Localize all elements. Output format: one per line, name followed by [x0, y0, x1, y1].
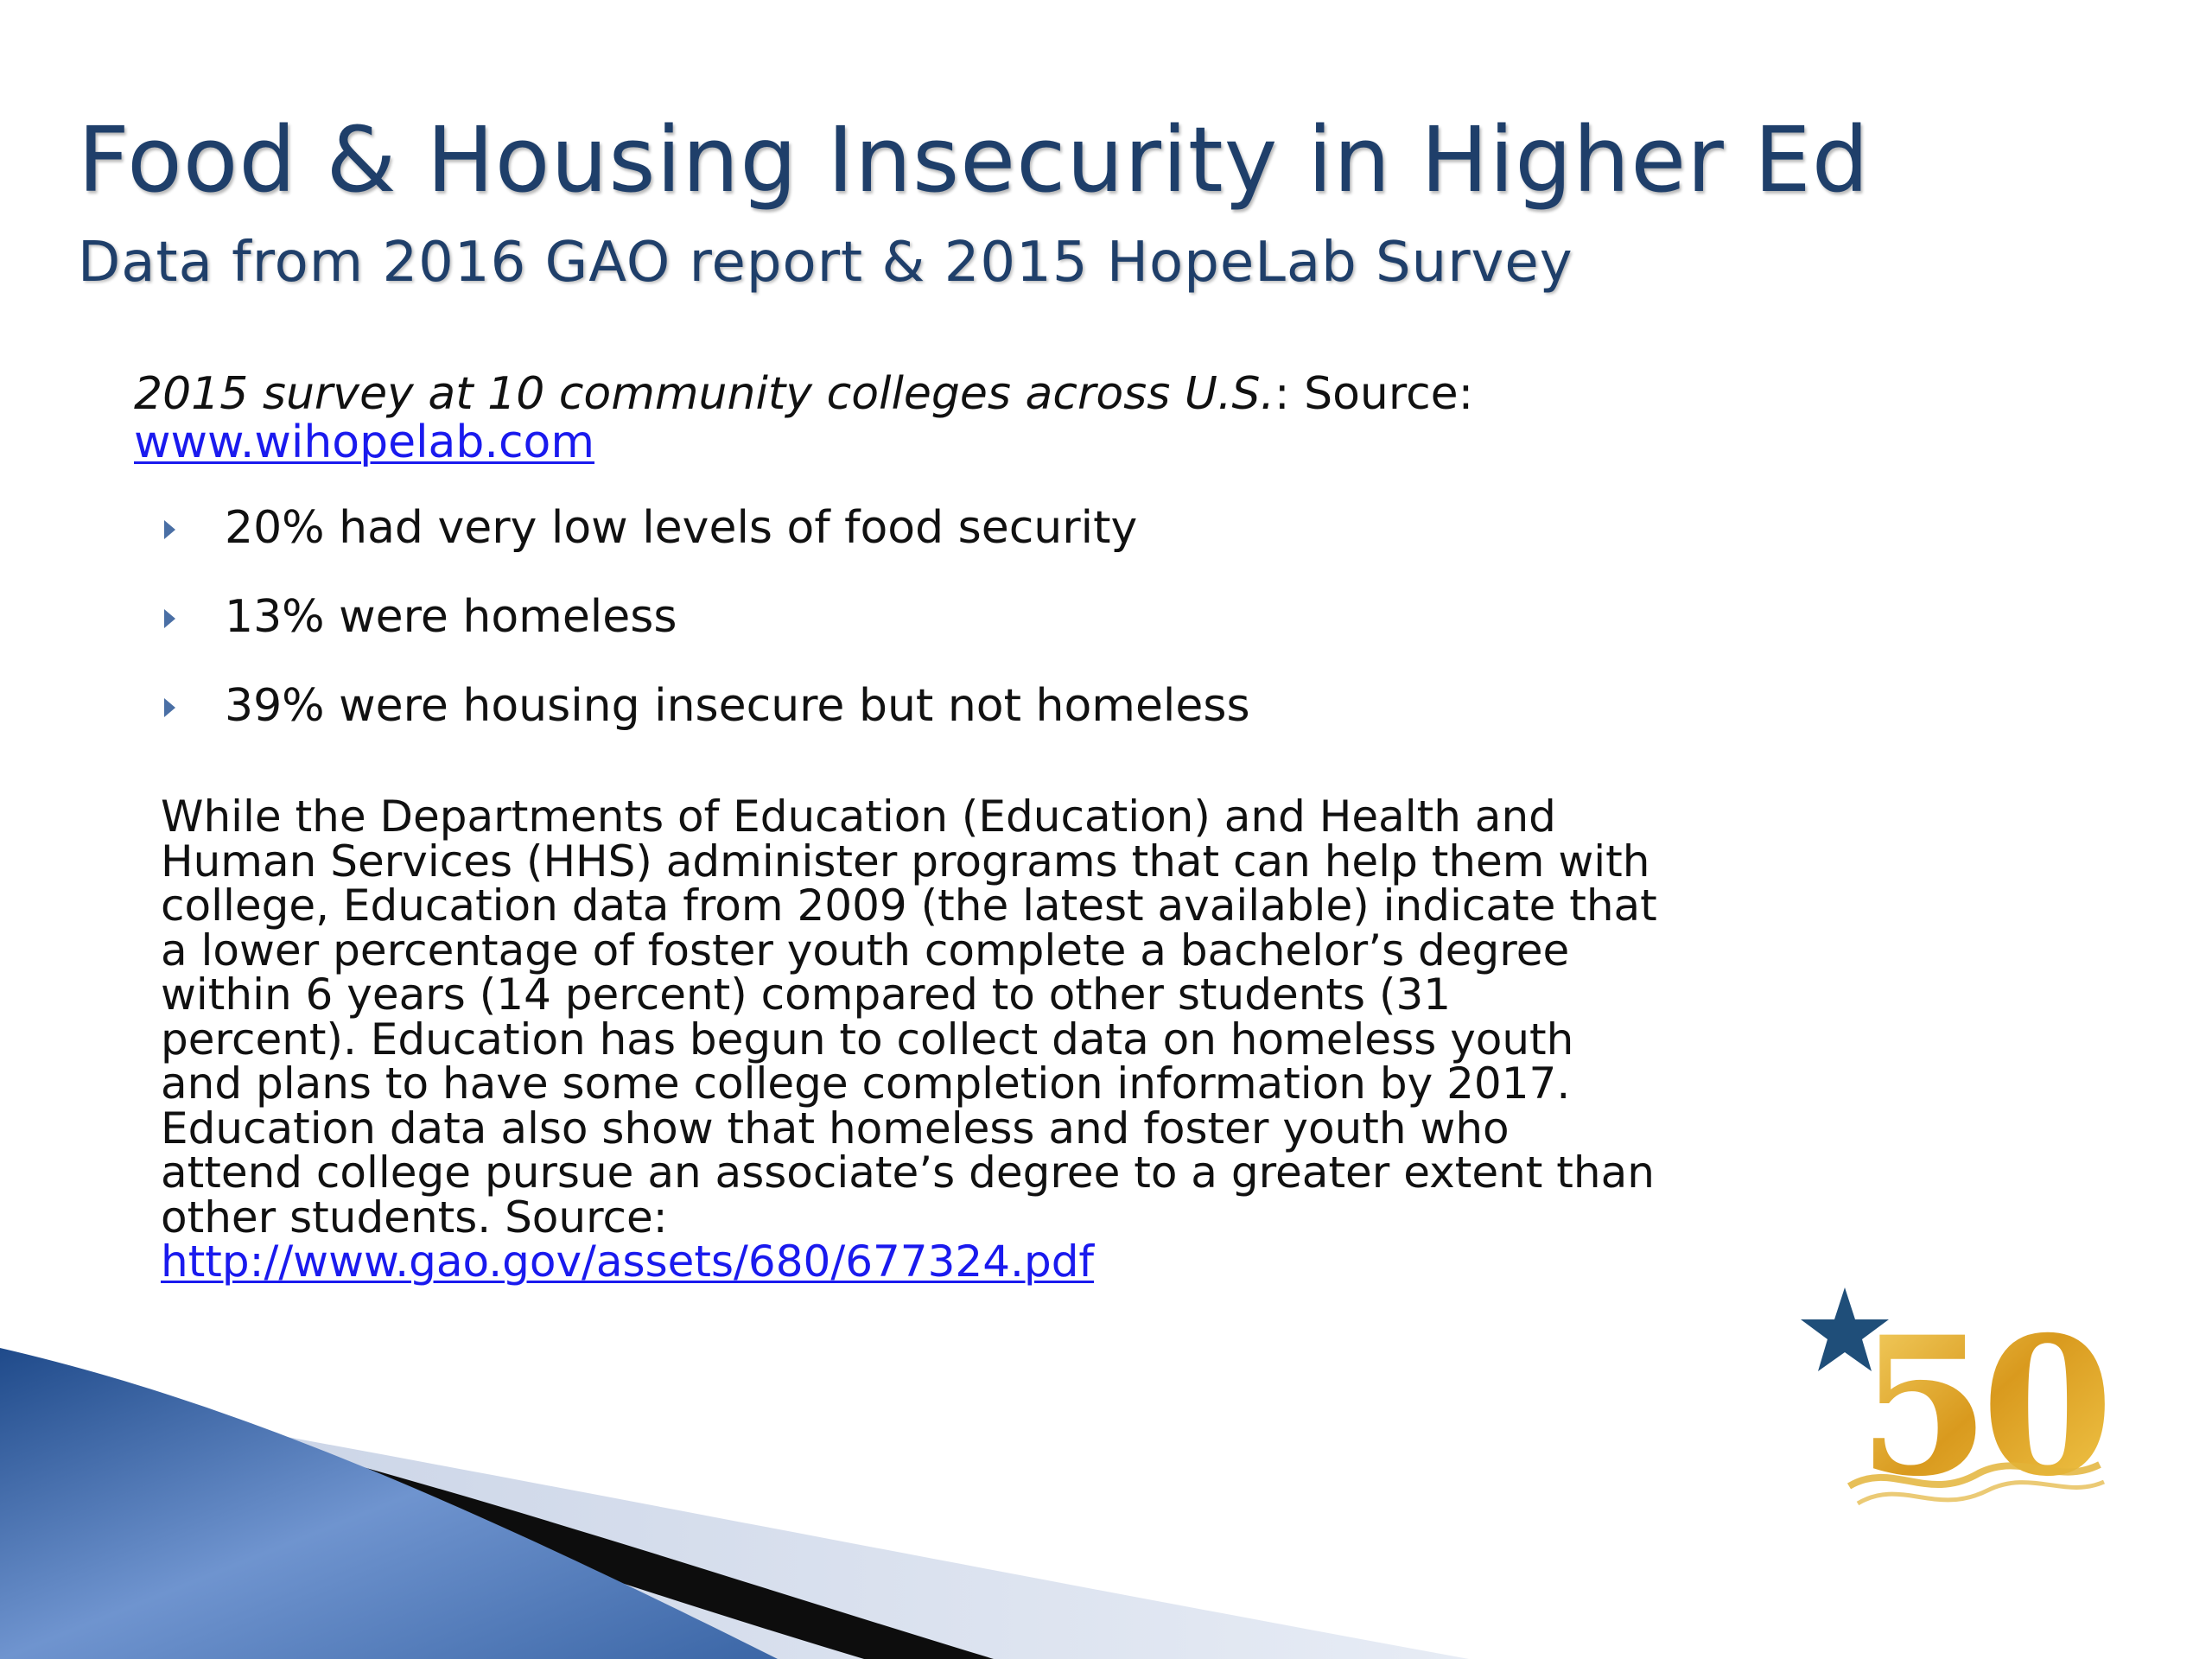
decorative-wave [0, 1348, 1469, 1659]
bullet-text: 20% had very low levels of food security [225, 502, 1138, 554]
gao-report-link[interactable]: http://www.gao.gov/assets/680/677324.pdf [161, 1236, 1095, 1287]
paragraph-line: and plans to have some college completion information by 2017. [161, 1058, 1571, 1109]
list-item [156, 588, 1250, 677]
paragraph-line: attend college pursue an associate’s degree to a greater extent than [161, 1147, 1655, 1198]
paragraph-line: college, Education data from 2009 (the latest available) indicate that [161, 880, 1657, 931]
survey-intro [134, 370, 1776, 467]
paragraph-line: Human Services (HHS) administer programs that can help them with [161, 836, 1650, 887]
source-label: : Source: [1274, 368, 1474, 420]
hopelab-link[interactable]: www.wihopelab.com [134, 416, 594, 468]
bullet-text: 39% were housing insecure but not homeless [225, 680, 1250, 732]
slide-title: Food & Housing Insecurity in Higher Ed [78, 107, 1870, 213]
bullet-arrow-icon [164, 609, 175, 628]
paragraph-line: within 6 years (14 percent) compared to other students (31 [161, 969, 1452, 1020]
gao-paragraph [161, 791, 1751, 1287]
statistics-list [156, 499, 1250, 766]
slide-subtitle: Data from 2016 GAO report & 2015 HopeLab Survey [78, 231, 1573, 295]
logo-number: 50 [1858, 1294, 2106, 1518]
anniversary-50-logo [1797, 1287, 2126, 1521]
bullet-text: 13% were homeless [225, 591, 677, 643]
bullet-arrow-icon [164, 520, 175, 539]
list-item [156, 677, 1250, 766]
paragraph-line: While the Departments of Education (Education) and Health and [161, 791, 1556, 842]
paragraph-line: other students. Source: [161, 1192, 668, 1243]
paragraph-line: percent). Education has begun to collect data on homeless youth [161, 1014, 1574, 1065]
bullet-arrow-icon [164, 698, 175, 717]
wave-blue-band [0, 1348, 778, 1659]
paragraph-line: Education data also show that homeless and foster youth who [161, 1103, 1510, 1154]
list-item [156, 499, 1250, 588]
paragraph-line: a lower percentage of foster youth complete a bachelor’s degree [161, 925, 1570, 976]
survey-description: 2015 survey at 10 community colleges across U.S. [134, 368, 1275, 420]
